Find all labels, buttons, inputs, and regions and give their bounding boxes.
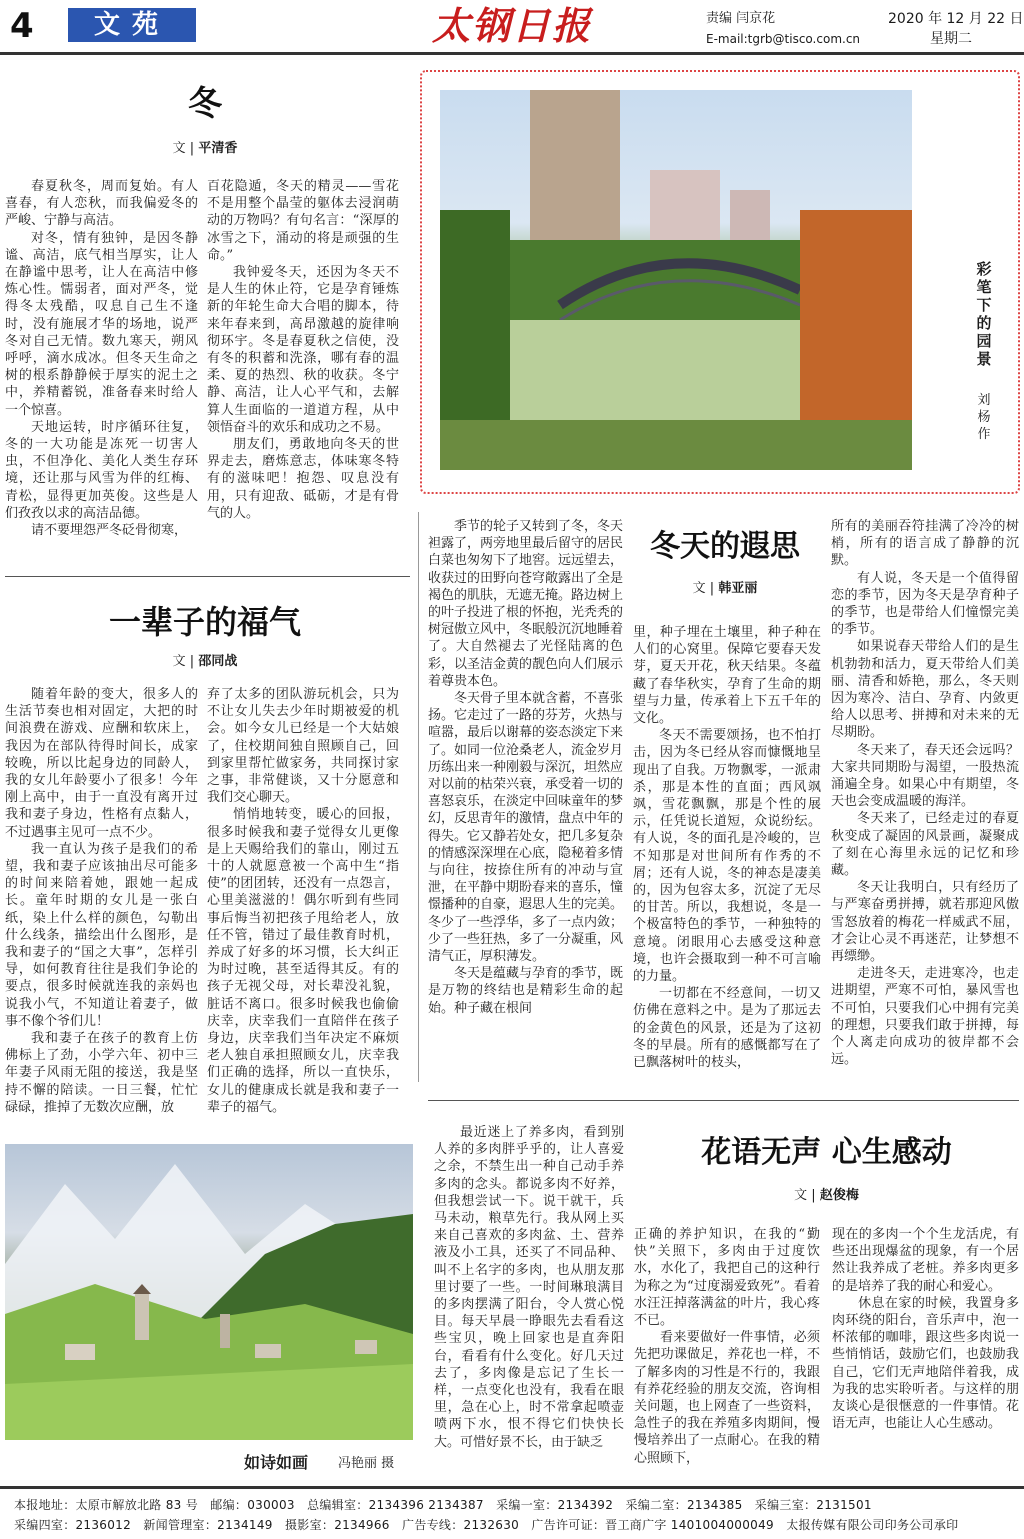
footer-rule bbox=[0, 1486, 1024, 1489]
blessing-title: 一辈子的福气 bbox=[108, 603, 301, 641]
editor-email: E-mail:tgrb@tisco.com.cn bbox=[706, 32, 861, 46]
flowers-author: 赵俊梅 bbox=[819, 1188, 859, 1203]
winter-title: 冬 bbox=[188, 84, 222, 124]
winter-author: 平清香 bbox=[198, 141, 238, 156]
header-rule bbox=[0, 52, 1024, 55]
mountain-village-photo bbox=[5, 1144, 413, 1440]
flowers-title: 花语无声 心生感动 bbox=[701, 1135, 952, 1170]
reverie-column-2: 里，种子埋在土壤里，种子种在人们的心窝里。保障它要春天发芽，夏天开花，秋天结果。冬蕴藏了春华秋实，孕育了生命的期望与力量，传承着上下五千年的文化。 冬天不需要颂扬，也不怕打击，因为冬已经从容而慷慨地呈现出了自我。万物飘零，一派肃杀，那是本性的直面；西风飒飒，雪花飘飘，那是个性的展示，任凭说长道短，众说纷纭。有人说，冬的面孔是冷峻的，岂不知那是对世间所有作秀的不屑；还有人说，冬的神态是凄美的，因为包容太多，沉淀了无尽的甘苦。所以，我想说，冬是一个极富特色的季节，一种独特的意境。闭眼用心去感受这种意境，也许会摄取到一种不可言喻的力量。 一切都在不经意间，一切又仿佛在意料之中。是为了那远去的金黄色的风景，还是为了这初冬的早晨。所有的感慨都写在了已飘落树叶的枝头， bbox=[633, 625, 821, 1071]
bottom-photo-title: 如诗如画 bbox=[244, 1453, 309, 1472]
column-divider bbox=[418, 512, 419, 1082]
flowers-column-3: 现在的多肉一个个生龙活虎，有些还出现爆盆的现象，有一个居然让我养成了老桩。养多肉更多的是培养了我的耐心和爱心。 休息在家的时候，我置身多肉环绕的阳台，音乐声中，泡一杯浓郁的咖啡，跟这些多肉说一些悄悄话，鼓励它们，也鼓励我自己，它们无声地陪伴着我，成为我的忠实聆听者。与这样的朋友谈心是很惬意的一件事情。花语无声，也能让人心生感动。 bbox=[832, 1227, 1019, 1432]
garden-bridge-illustration bbox=[440, 90, 912, 470]
winter-byline: 文 | 平清香 bbox=[172, 141, 238, 156]
blessing-column-1: 随着年龄的变大，很多人的生活节奏也相对固定，大把的时间浪费在游戏、应酬和软床上，我因为在部队待得时间长，成家较晚，所以比起身边的同龄人，我的女儿年龄要小了很多！今年刚上高中，由于一直没有离开过我和妻子身边，性格有点黏人，不过遇事主见可一点不少。 我一直认为孩子是我们的希望，我和妻子应该抽出尽可能多的时间来陪着她，跟她一起成长。童年时期的女儿是一张白纸，染上什么样的颜色，勾勒出什么线条，描绘出什么图形，是我和妻子的“国之大事”，怎样引导，如何教育往往是我们争论的要点，很多时候就连我的亲妈也说我小气，不知道让着妻子，做事不像个爷们儿！ 我和妻子在孩子的教育上仿佛标上了劲，小学六年、初中三年妻子风雨无阻的接送，我是坚持不懈的陪读。一日三餐，忙忙碌碌，推掉了无数次应酬，放 bbox=[5, 687, 198, 1115]
reverie-column-1: 季节的轮子又转到了冬，冬天袒露了，两旁地里最后留守的居民白菜也匆匆下了地窖。远远望去，收获过的田野向苍穹敞露出了全是褐色的肌肤，无遮无掩。路边树上的叶子投进了根的怀抱，光秃秃的树冠傲立风中，冬眠般沉沉地睡着了。大自然褪去了光怪陆离的色彩，以圣洁金黄的靓色向人们展示着尊贵本色。 冬天骨子里本就含蓄，不喜张扬。它走过了一路的芬芳，火热与喧嚣，最后以谢幕的姿态淡定下来了。如同一位沧桑老人，流金岁月历练出来一种刚毅与深沉，坦然应对以前的枯荣兴衰，承受着一切的喜怒哀乐，在淡定中回味童年的梦幻，反思青年的激情，盘点中年的得失。它又静若处女，把几多复杂的情感深深埋在心底，隐秘着多情与向往，按捺住所有的冲动与宣泄，在平静中期盼春来的喜乐，憧憬播种的自豪，遐思人生的完美。冬少了一些浮华，多了一点内敛；少了一些狂热，多了一分凝重，风清气正，厚积薄发。 冬天是蕴藏与孕育的季节，既是万物的终结也是精彩生命的起始。种子藏在根间 bbox=[428, 519, 623, 1016]
footer-contacts-line: 采编四室：2136012 新闻管理室：2134149 摄影室：2134966 广告专线：2132630 广告许可证：晋工商广字 1401004000049 太报传媒有限公司印务公司承印 bbox=[14, 1518, 959, 1532]
blessing-byline: 文 | 邵同战 bbox=[172, 654, 238, 669]
top-painting-author: 刘杨作 bbox=[977, 393, 991, 442]
winter-column-1: 春夏秋冬，周而复始。有人喜春，有人恋秋，而我偏爱冬的严峻、宁静与高洁。 对冬，情有独钟，是因冬静谧、高洁，底气相当厚实，让人在静谧中思考，让人在高洁中修炼心性。懦弱者，面对严冬，觉得冬太残酷，叹息自己生不逢时，没有施展才华的场地，说严冬对自己无情。数九寒天，朔风呼呼，滴水成冰。但冬天生命之树的根系静静候于厚实的泥土之中，养精蓄锐，准备春来时给人一个惊喜。 天地运转，时序循环往复，冬的一大功能是冻死一切害人虫，不但净化、美化人类生存环境，还让那与风雪为伴的红梅、青松，显得更加英俊。这些是人们孜孜以求的高洁品德。 请不要埋怨严冬砭骨彻寒， bbox=[5, 179, 198, 539]
blessing-column-2: 弃了太多的团队游玩机会，只为不让女儿失去少年时期被爱的机会。如今女儿已经是一个大姑娘了，住校期间独自照顾自己，回到家里帮忙做家务，共同探讨家之事，非常健谈，又十分愿意和我们交心聊天。 悄悄地转变，暖心的回报，很多时候我和妻子觉得女儿更像是上天赐给我们的靠山，刚过五十的人就愿意被一个高中生“指使”的团团转，还没有一点怨言，心里美滋滋的！偶尔听到有些同事后悔当初把孩子甩给老人，放任不管，错过了最佳教育时机，养成了好多的坏习惯，长大纠正为时过晚，甚至适得其反。有的孩子无视父母，对长辈没礼貌，脏话不离口。很多时候我也偷偷庆幸，庆幸我们一直陪伴在孩子身边，庆幸我们当年决定不麻烦老人独自承担照顾女儿，庆幸我们正确的选择，所以一直快乐，女儿的健康成长就是我和妻子一辈子的福气。 bbox=[207, 687, 399, 1115]
issue-date: 2020 年 12 月 22 日 bbox=[888, 11, 1024, 27]
reverie-byline: 文 | 韩亚丽 bbox=[692, 581, 758, 596]
section-divider bbox=[428, 1100, 1019, 1101]
flowers-column-1: 最近迷上了养多肉，看到别人养的多肉胖乎乎的，让人喜爱之余，不禁生出一种自己动手养多肉的念头。都说多肉不好养，但我想尝试一下。说干就干，兵马未动，粮草先行。我从网上买来自己喜欢的多肉盆、土、营养液及小工具，还买了不同品种、叫不上名字的多肉，也从朋友那里讨要了一些。一时间琳琅满目的多肉摆满了阳台，令人赏心悦目。每天早晨一睁眼先去看看这些宝贝，晚上回家也是直奔阳台，看看有什么变化。好几天过去了，多肉像是忘记了生长一样，一点变化也没有，我看在眼里，急在心上，时不常拿起喷壶喷两下水，恨不得它们快快长大。可惜好景不长，由于缺乏 bbox=[434, 1125, 624, 1450]
newspaper-masthead: 太钢日报 bbox=[432, 3, 593, 48]
top-painting-title: 彩笔下的园景 bbox=[976, 260, 992, 368]
winter-column-2: 百花隐遁，冬天的精灵——雪花不是用整个晶莹的躯体去浸润萌动的万物吗？有句名言：“深厚的冰雪之下，涌动的将是顽强的生命。” 我钟爱冬天，还因为冬天不是人生的休止符，它是孕育锤炼新的年轮生命大合唱的脚本，待来年春来到，高昂激越的旋律响彻环宇。冬是春夏秋之信使，没有冬的积蓄和洗涤，哪有春的温柔、夏的热烈、秋的收获。冬宁静、高洁，让人心平气和，去解算人生面临的一道道方程，从中领悟奋斗的欢乐和成功之不易。 朋友们，勇敢地向冬天的世界走去，磨炼意志，体味寒冬特有的滋味吧！抱怨、叹息没有用，只有迎敌、砥砺，才是有骨气的人。 bbox=[207, 179, 399, 521]
bottom-photo-credit: 冯艳丽 摄 bbox=[338, 1456, 395, 1471]
blessing-author: 邵同战 bbox=[198, 654, 238, 669]
editor-credit: 责编 闫京花 bbox=[706, 11, 776, 26]
mountain-village-illustration bbox=[5, 1144, 413, 1440]
flowers-byline: 文 | 赵俊梅 bbox=[794, 1188, 859, 1203]
reverie-title: 冬天的遐思 bbox=[650, 529, 800, 564]
issue-weekday: 星期二 bbox=[930, 31, 972, 47]
reverie-author: 韩亚丽 bbox=[718, 581, 758, 596]
column-name: 文苑 bbox=[68, 8, 196, 42]
garden-bridge-painting bbox=[440, 90, 912, 470]
section-divider bbox=[5, 576, 410, 577]
page-number: 4 bbox=[10, 6, 34, 46]
footer-address-line: 本报地址：太原市解放北路 83 号 邮编：030003 总编辑室：2134396 2134387 采编一室：2134392 采编二室：2134385 采编三室：2131501 bbox=[14, 1498, 872, 1512]
reverie-column-3: 所有的美丽吞符挂满了冷冷的树梢，所有的语言成了静静的沉默。 有人说，冬天是一个值得留恋的季节，因为冬天是孕育种子的季节，也是带给人们憧憬完美的季节。 如果说春天带给人们的是生机勃勃和活力，夏天带给人们美丽、清香和娇艳，那么，冬天则因为寒冷、洁白、孕育、内敛更给人以思考、拼搏和对未来的无尽期盼。 冬天来了，春天还会远吗？大家共同期盼与渴望，一股热流涌遍全身。如果心中有期望，冬天也会变成温暖的海洋。 冬天来了，已经走过的春夏秋变成了凝固的风景画，凝聚成了刻在心海里永远的记忆和珍藏。 冬天让我明白，只有经历了与严寒奋勇拼搏，就若那迎风傲雪怒放着的梅花一样威武不屈，才会让心灵不再迷茫，让梦想不再缥缈。 走进冬天，走进寒冷，也走进期望，严寒不可怕，暴风雪也不可怕，只要我们心中拥有完美的理想，只要我们敢于拼搏，每个人离走向成功的彼岸都不会远。 bbox=[831, 519, 1019, 1068]
flowers-column-2: 正确的养护知识，在我的“勤快”关照下，多肉由于过度饮水，水化了，我把自己的这种行为称之为“过度溺爱致死”。看着水汪汪掉落满盆的叶片，我心疼不已。 看来要做好一件事情，必须先把功课做足，养花也一样，不了解多肉的习性是不行的，我跟有养花经验的朋友交流，咨询相关问题，也上网查了一些资料，急性子的我在养殖多肉期间，慢慢培养出了一点耐心。在我的精心照顾下， bbox=[634, 1227, 820, 1466]
